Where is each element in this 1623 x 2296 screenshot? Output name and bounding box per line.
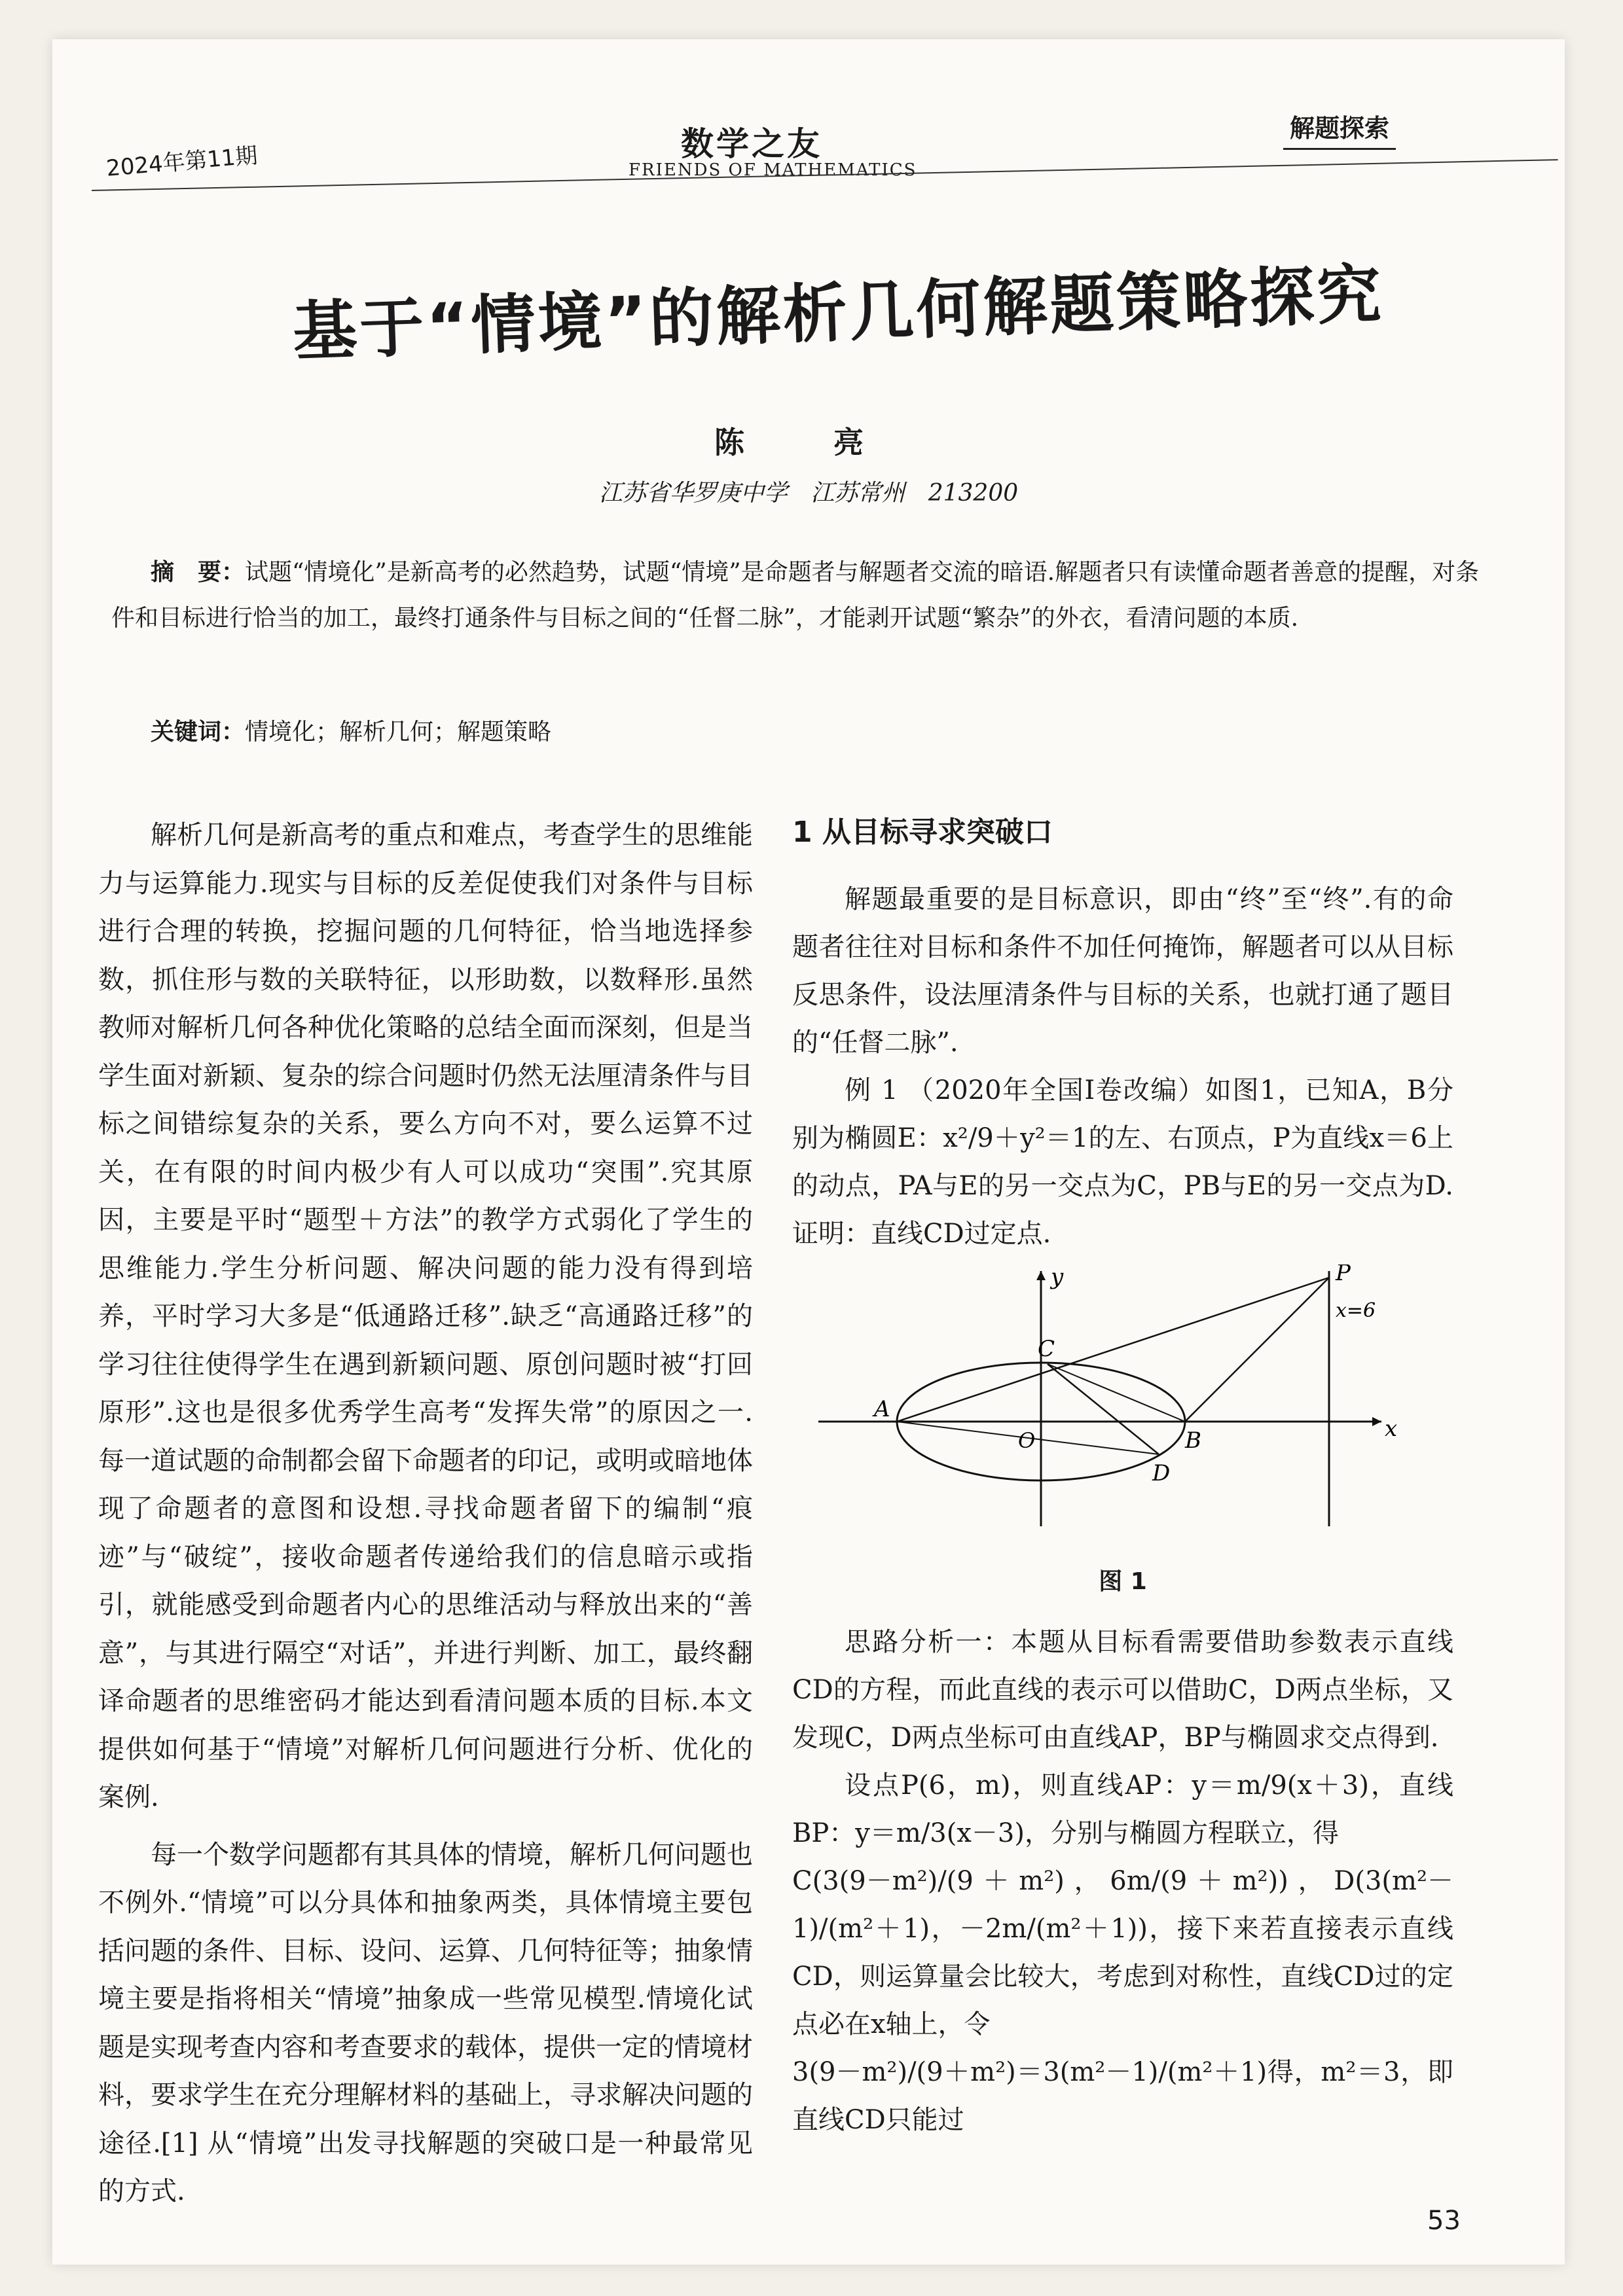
line-cd xyxy=(1048,1364,1159,1454)
issue-label: 2024年第11期 xyxy=(105,142,259,182)
y-axis-arrow xyxy=(1036,1271,1046,1280)
left-column xyxy=(98,812,753,2216)
line-pa xyxy=(897,1278,1329,1422)
solution-step-3: 3(9－m²)/(9＋m²)＝3(m²－1)/(m²＋1)得，m²＝3，即直线CD只能过 xyxy=(792,2057,1453,2135)
point-p-label: P xyxy=(1336,1265,1351,1286)
solution-step-1: 设点P(6，m)，则直线AP：y＝m/9(x＋3)，直线BP：y＝m/3(x－3)，分别与椭圆方程联立，得 xyxy=(792,1770,1453,1848)
section-intro: 解题最重要的是目标意识，即由“终”至“终”.有的命题者往往对目标和条件不加任何掩饰，解题者可以从目标反思条件，设法厘清条件与目标的关系，也就打通了题目的“任督二脉”. xyxy=(792,884,1453,1058)
example-statement: 例 1 （2020年全国Ⅰ卷改编）如图1，已知A，B分别为椭圆E：x²/9＋y²＝1的左、右顶点，P为直线x＝6上的动点，PA与E的另一交点为C，PB与E的另一交点为D.证明：直线CD过定点. xyxy=(792,1075,1453,1249)
keywords xyxy=(151,713,551,747)
x-axis-label: x xyxy=(1385,1416,1398,1442)
abstract-label: 摘 要： xyxy=(151,559,246,586)
section-heading: 1 从目标寻求突破口 xyxy=(792,816,1053,849)
body-paragraph: 解析几何是新高考的重点和难点，考查学生的思维能力与运算能力.现实与目标的反差促使我们对条件与目标进行合理的转换，挖掘问题的几何特征，恰当地选择参数，抓住形与数的关联特征，以形助数，以数释形.虽然教师对解析几何各种优化策略的总结全面而深刻，但是当学生面对新颖、复杂的综合问题时仍然无法厘清条件与目标之间错综复杂的关系，要么方向不对，要么运算不过关，在有限的时间内极少有人可以成功“突围”.究其原因，主要是平时“题型＋方法”的教学方式弱化了学生的思维能力.学生分析问题、解决问题的能力没有得到培养，平时学习大多是“低通路迁移”.缺乏“高通路迁移”的学习往往使得学生在遇到新颖问题、原创问题时被“打回原形”.这也是很多优秀学生高考“发挥失常”的原因之一.每一道试题的命制都会留下命题者的印记，或明或暗地体现了命题者的意图和设想.寻找命题者留下的编制“痕迹”与“破绽”，接收命题者传递给我们的信息暗示或指引，就能感受到命题者内心的思维活动与释放出来的“善意”，与其进行隔空“对话”，并进行判断、加工，最终翻译命题者的思维密码才能达到看清问题本质的目标.本文提供如何基于“情境”对解析几何问题进行分析、优化的案例. xyxy=(98,820,753,1812)
author-affiliation: 江苏省华罗庚中学 江苏常州 213200 xyxy=(598,480,1019,507)
point-b-label: B xyxy=(1185,1427,1201,1454)
body-paragraph: 每一个数学问题都有其具体的情境，解析几何问题也不例外.“情境”可以分具体和抽象两类，具体情境主要包括问题的条件、目标、设问、运算、几何特征等；抽象情境主要是指将相关“情境”抽象成一些常见模型.情境化试题是实现考查内容和考查要求的载体，提供一定的情境材料，要求学生在充分理解材料的基础上，寻求解决问题的途径.[1] 从“情境”出发寻找解题的突破口是一种最常见的方式. xyxy=(98,1839,753,2206)
solution-step-2: C(3(9－m²)/(9＋m²)，6m/(9＋m²))，D(3(m²－1)/(m²＋1)，－2m/(m²＋1))，接下来若直接表示直线CD，则运算量会比较大，考虑到对称性，直线CD过的定点必在x轴上，令 xyxy=(792,1866,1453,2039)
abstract xyxy=(111,550,1480,641)
page-number: 53 xyxy=(1427,2206,1461,2236)
journal-page xyxy=(52,39,1565,2265)
point-d-label: D xyxy=(1152,1460,1171,1486)
journal-english-name: FRIENDS OF MATHEMATICS xyxy=(629,160,917,180)
point-a-label: A xyxy=(874,1396,890,1422)
line-pb xyxy=(1185,1278,1329,1422)
point-c-label: C xyxy=(1038,1336,1055,1362)
column-tag: 解题探索 xyxy=(1283,108,1396,150)
ellipse-figure xyxy=(792,1265,1453,1539)
analysis-paragraph: 思路分析一：本题从目标看需要借助参数表示直线CD的方程，而此直线的表示可以借助C，D两点坐标，又发现C，D两点坐标可由直线AP，BP与椭圆求交点得到. xyxy=(792,1627,1453,1753)
author-name: 陈 亮 xyxy=(714,425,903,460)
line-x6-label: x=6 xyxy=(1336,1299,1376,1322)
article-title: 基于“情境”的解析几何解题策略探究 xyxy=(291,257,1385,370)
figure-caption: 图 1 xyxy=(1099,1568,1147,1595)
origin-label: O xyxy=(1018,1428,1036,1453)
y-axis-label: y xyxy=(1051,1265,1064,1290)
right-column xyxy=(792,808,1453,2144)
x-axis-arrow xyxy=(1372,1417,1381,1426)
journal-logo: 数学之友 xyxy=(681,124,822,163)
abstract-text: 试题“情境化”是新高考的必然趋势，试题“情境”是命题者与解题者交流的暗语.解题者只有读懂命题者善意的提醒，对条件和目标进行恰当的加工，最终打通条件与目标之间的“任督二脉”，才能剥开试题“繁杂”的外衣，看清问题的本质. xyxy=(111,559,1480,632)
keywords-text: 情境化；解析几何；解题策略 xyxy=(245,719,552,745)
line-cb xyxy=(1048,1364,1185,1422)
keywords-label: 关键词： xyxy=(151,719,246,745)
